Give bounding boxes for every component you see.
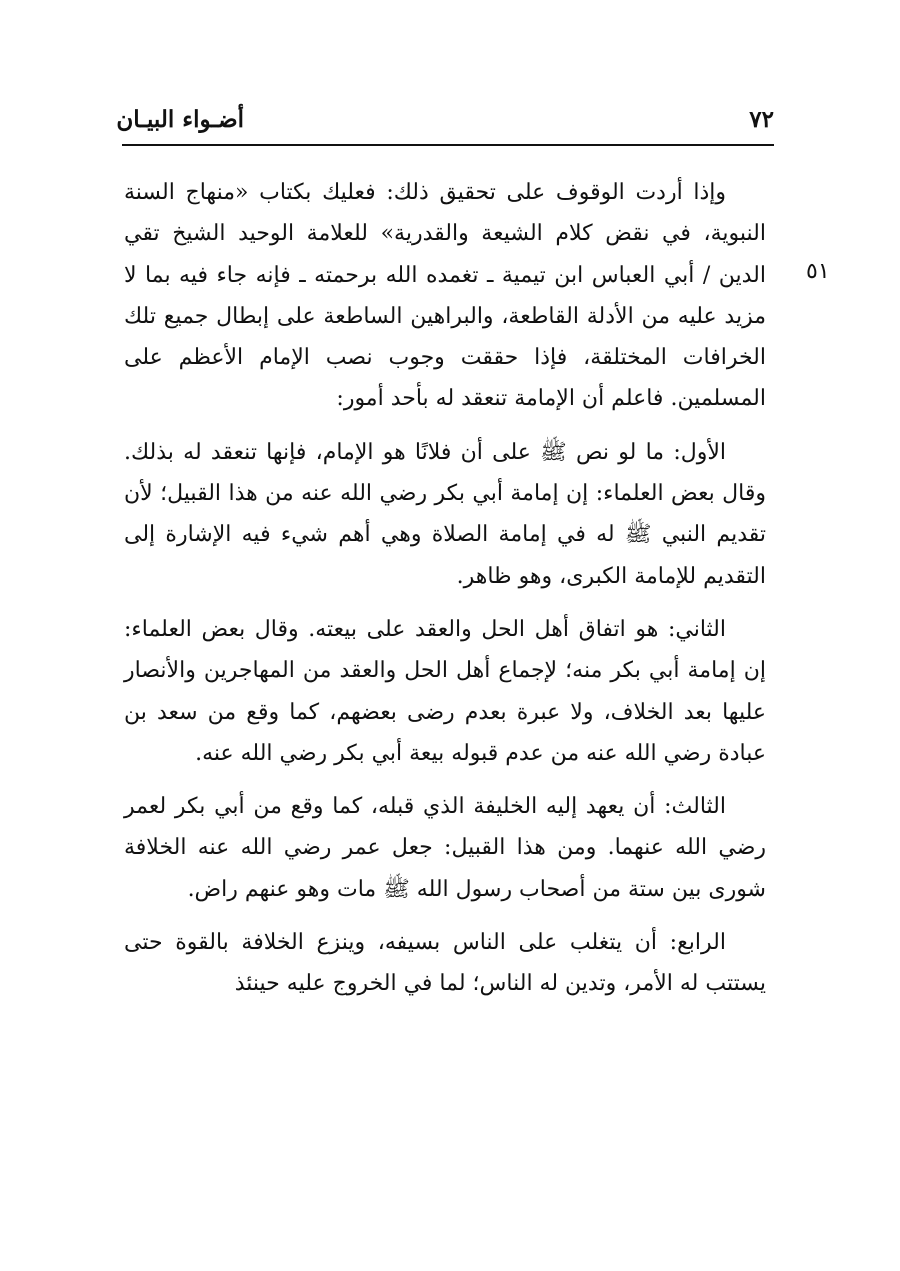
paragraph-fourth: الرابع: أن يتغلب على الناس بسيفه، وينزع الخلافة بالقوة حتى يستتب له الأمر، وتدين له الناس؛ لما في الخروج عليه حينئذ xyxy=(124,930,766,997)
margin-volume-page-number: ٥١ xyxy=(806,259,830,284)
paragraph-third: الثالث: أن يعهد إليه الخليفة الذي قبله، كما وقع من أبي بكر لعمر رضي الله عنهما. ومن هذا القبيل: جعل عمر رضي الله عنه الخلافة شورى بين ستة من أصحاب رسول الله ﷺ مات وهو عنهم راض. xyxy=(124,794,766,902)
running-title: أضـواء البيـان xyxy=(116,106,244,133)
page-number: ٧٢ xyxy=(749,106,774,133)
page-body xyxy=(124,172,766,1017)
header-rule xyxy=(122,144,774,146)
page-header xyxy=(116,100,774,146)
paragraph-second: الثاني: هو اتفاق أهل الحل والعقد على بيعته. وقال بعض العلماء: إن إمامة أبي بكر منه؛ لإجماع أهل الحل والعقد من المهاجرين والأنصار عليها بعد الخلاف، ولا عبرة بعدم رضى بعضهم، كما وقع من سعد بن عبادة رضي الله عنه من عدم قبوله بيعة أبي بكر رضي الله عنه. xyxy=(124,616,766,766)
paragraph-intro: وإذا أردت الوقوف على تحقيق ذلك: فعليك بكتاب «منهاج السنة النبوية، في نقض كلام الشيعة والقدرية» للعلامة الوحيد الشيخ تقي الدين / أبي العباس ابن تيمية ـ تغمده الله برحمته ـ فإنه جاء فيه بما لا مزيد عليه من الأدلة القاطعة، والبراهين الساطعة على إبطال جميع تلك الخرافات المختلقة، فإذا حققت وجوب نصب الإمام الأعظم على المسلمين. فاعلم أن الإمامة تنعقد له بأحد أمور: xyxy=(124,180,766,412)
paragraph-first: الأول: ما لو نص ﷺ على أن فلانًا هو الإمام، فإنها تنعقد له بذلك. وقال بعض العلماء: إن إمامة أبي بكر رضي الله عنه من هذا القبيل؛ لأن تقديم النبي ﷺ له في إمامة الصلاة وهي أهم شيء فيه الإشارة إلى التقديم للإمامة الكبرى، وهو ظاهر. xyxy=(124,439,766,589)
